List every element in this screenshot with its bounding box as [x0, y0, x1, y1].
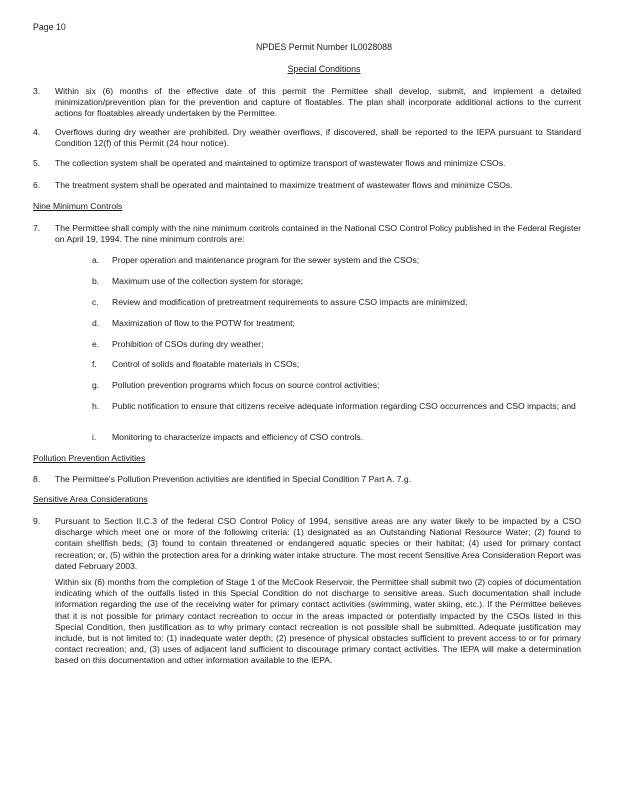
paragraph-number: 4.	[33, 127, 41, 137]
item-letter: d.	[92, 318, 100, 328]
paragraph-text: The Permittee shall comply with the nine minimum controls contained in the National CSO Control Policy published in the Federal Register on April 19, 1994. The nine minimum controls are:	[55, 223, 581, 245]
control-item-a	[92, 255, 580, 266]
item-text: Monitoring to characterize impacts and efficiency of CSO controls.	[112, 432, 364, 442]
paragraph-9-continued: Within six (6) months from the completion of Stage 1 of the McCook Reservoir, the Permittee shall submit two (2) copies of documentation indicating which of the outfalls listed in this Special Condition do not discharge to sensitive areas. Such documentation shall include information regarding the use of the receiving water for primary contact activities (swimming, water skiing, etc.). If the Permittee believes that it is not possible for primary contact recreation to occur in the areas impacted or potentially impacted by the CSOs listed in this Special Condition, then justification as to why primary contact recreation is not possible shall be submitted. Adequate justification may include, but is not limited to: (1) inadequate water depth; (2) presence of physical obstacles sufficient to prevent access to or for primary contact recreation; and, (3) uses of adjacent land sufficient to discourage primary contact activities. The IEPA will make a determination based on this documentation and other information available to the IEPA.	[55, 577, 581, 666]
paragraph-9	[33, 516, 581, 572]
control-item-g	[92, 380, 580, 391]
control-item-e	[92, 339, 580, 350]
paragraph-number: 5.	[33, 158, 41, 168]
paragraph-8	[33, 474, 581, 485]
paragraph-number: 6.	[33, 180, 41, 190]
item-text: Maximization of flow to the POTW for treatment;	[112, 318, 295, 328]
control-item-b	[92, 276, 580, 287]
paragraph-number: 9.	[33, 516, 41, 526]
control-item-i	[92, 432, 580, 443]
paragraph-number: 8.	[33, 474, 41, 484]
control-item-d	[92, 318, 580, 329]
nine-minimum-controls-heading: Nine Minimum Controls	[33, 201, 123, 211]
paragraph-number: 3.	[33, 86, 41, 96]
item-text: Pollution prevention programs which focus on source control activities;	[112, 380, 380, 390]
paragraph-4	[33, 127, 581, 149]
item-text: Prohibition of CSOs during dry weather;	[112, 339, 264, 349]
sensitive-area-heading: Sensitive Area Considerations	[33, 494, 148, 504]
pollution-prevention-heading: Pollution Prevention Activities	[33, 453, 146, 463]
paragraph-text: The collection system shall be operated and maintained to optimize transport of wastewater flows and minimize CSOs.	[55, 158, 506, 168]
control-item-h	[92, 401, 580, 412]
paragraph-3	[33, 86, 581, 120]
paragraph-text: The Permittee's Pollution Prevention activities are identified in Special Condition 7 Part A. 7.g.	[55, 474, 412, 484]
control-item-f	[92, 359, 580, 370]
paragraph-text: Pursuant to Section II.C.3 of the federal CSO Control Policy of 1994, sensitive areas are any water likely to be impacted by a CSO discharge which meet one or more of the following criteria: (1) designated as an Outstanding National Resource Water; (2) found to contain shellfish beds; (3) found to contain threatened or endangered aquatic species or their habitat; (4) used for primary contact recreation; or, (5) within the protection area for a drinking water intake structure. The most recent Sensitive Area Consideration Report was dated February 2003.	[55, 516, 581, 571]
item-letter: h.	[92, 401, 100, 411]
paragraph-text: Overflows during dry weather are prohibited. Dry weather overflows, if discovered, shall be reported to the IEPA pursuant to Standard Condition 12(f) of this Permit (24 hour notice).	[55, 127, 581, 149]
paragraph-7	[33, 223, 581, 245]
item-text: Maximum use of the collection system for storage;	[112, 276, 304, 286]
item-text: Proper operation and maintenance program for the sewer system and the CSOs;	[112, 255, 420, 265]
section-title: Special Conditions	[287, 64, 361, 74]
item-letter: b.	[92, 276, 100, 286]
paragraph-5	[33, 158, 581, 169]
paragraph-text: Within six (6) months of the effective date of this permit the Permittee shall develop, submit, and implement a detailed minimization/prevention plan for the prevention and capture of floatables. The plan shall incorporate additional actions to the current actions for floatables already undertaken by the Permittee.	[55, 86, 581, 119]
item-text: Review and modification of pretreatment requirements to assure CSO impacts are minimized;	[112, 297, 468, 307]
item-text: Public notification to ensure that citizens receive adequate information regarding CSO occurrences and CSO impacts; and	[112, 401, 576, 411]
item-letter: i.	[92, 432, 97, 442]
paragraph-number: 7.	[33, 223, 41, 233]
paragraph-6	[33, 180, 581, 191]
item-letter: a.	[92, 255, 100, 265]
item-text: Control of solids and floatable materials in CSOs;	[112, 359, 300, 369]
page-number: Page 10	[33, 22, 66, 32]
paragraph-text: The treatment system shall be operated and maintained to maximize treatment of wastewater flows and minimize CSOs.	[55, 180, 513, 190]
item-letter: f.	[92, 359, 97, 369]
item-letter: c.	[92, 297, 99, 307]
permit-number: NPDES Permit Number IL0028088	[256, 42, 392, 52]
item-letter: g.	[92, 380, 100, 390]
control-item-c	[92, 297, 580, 308]
item-letter: e.	[92, 339, 100, 349]
